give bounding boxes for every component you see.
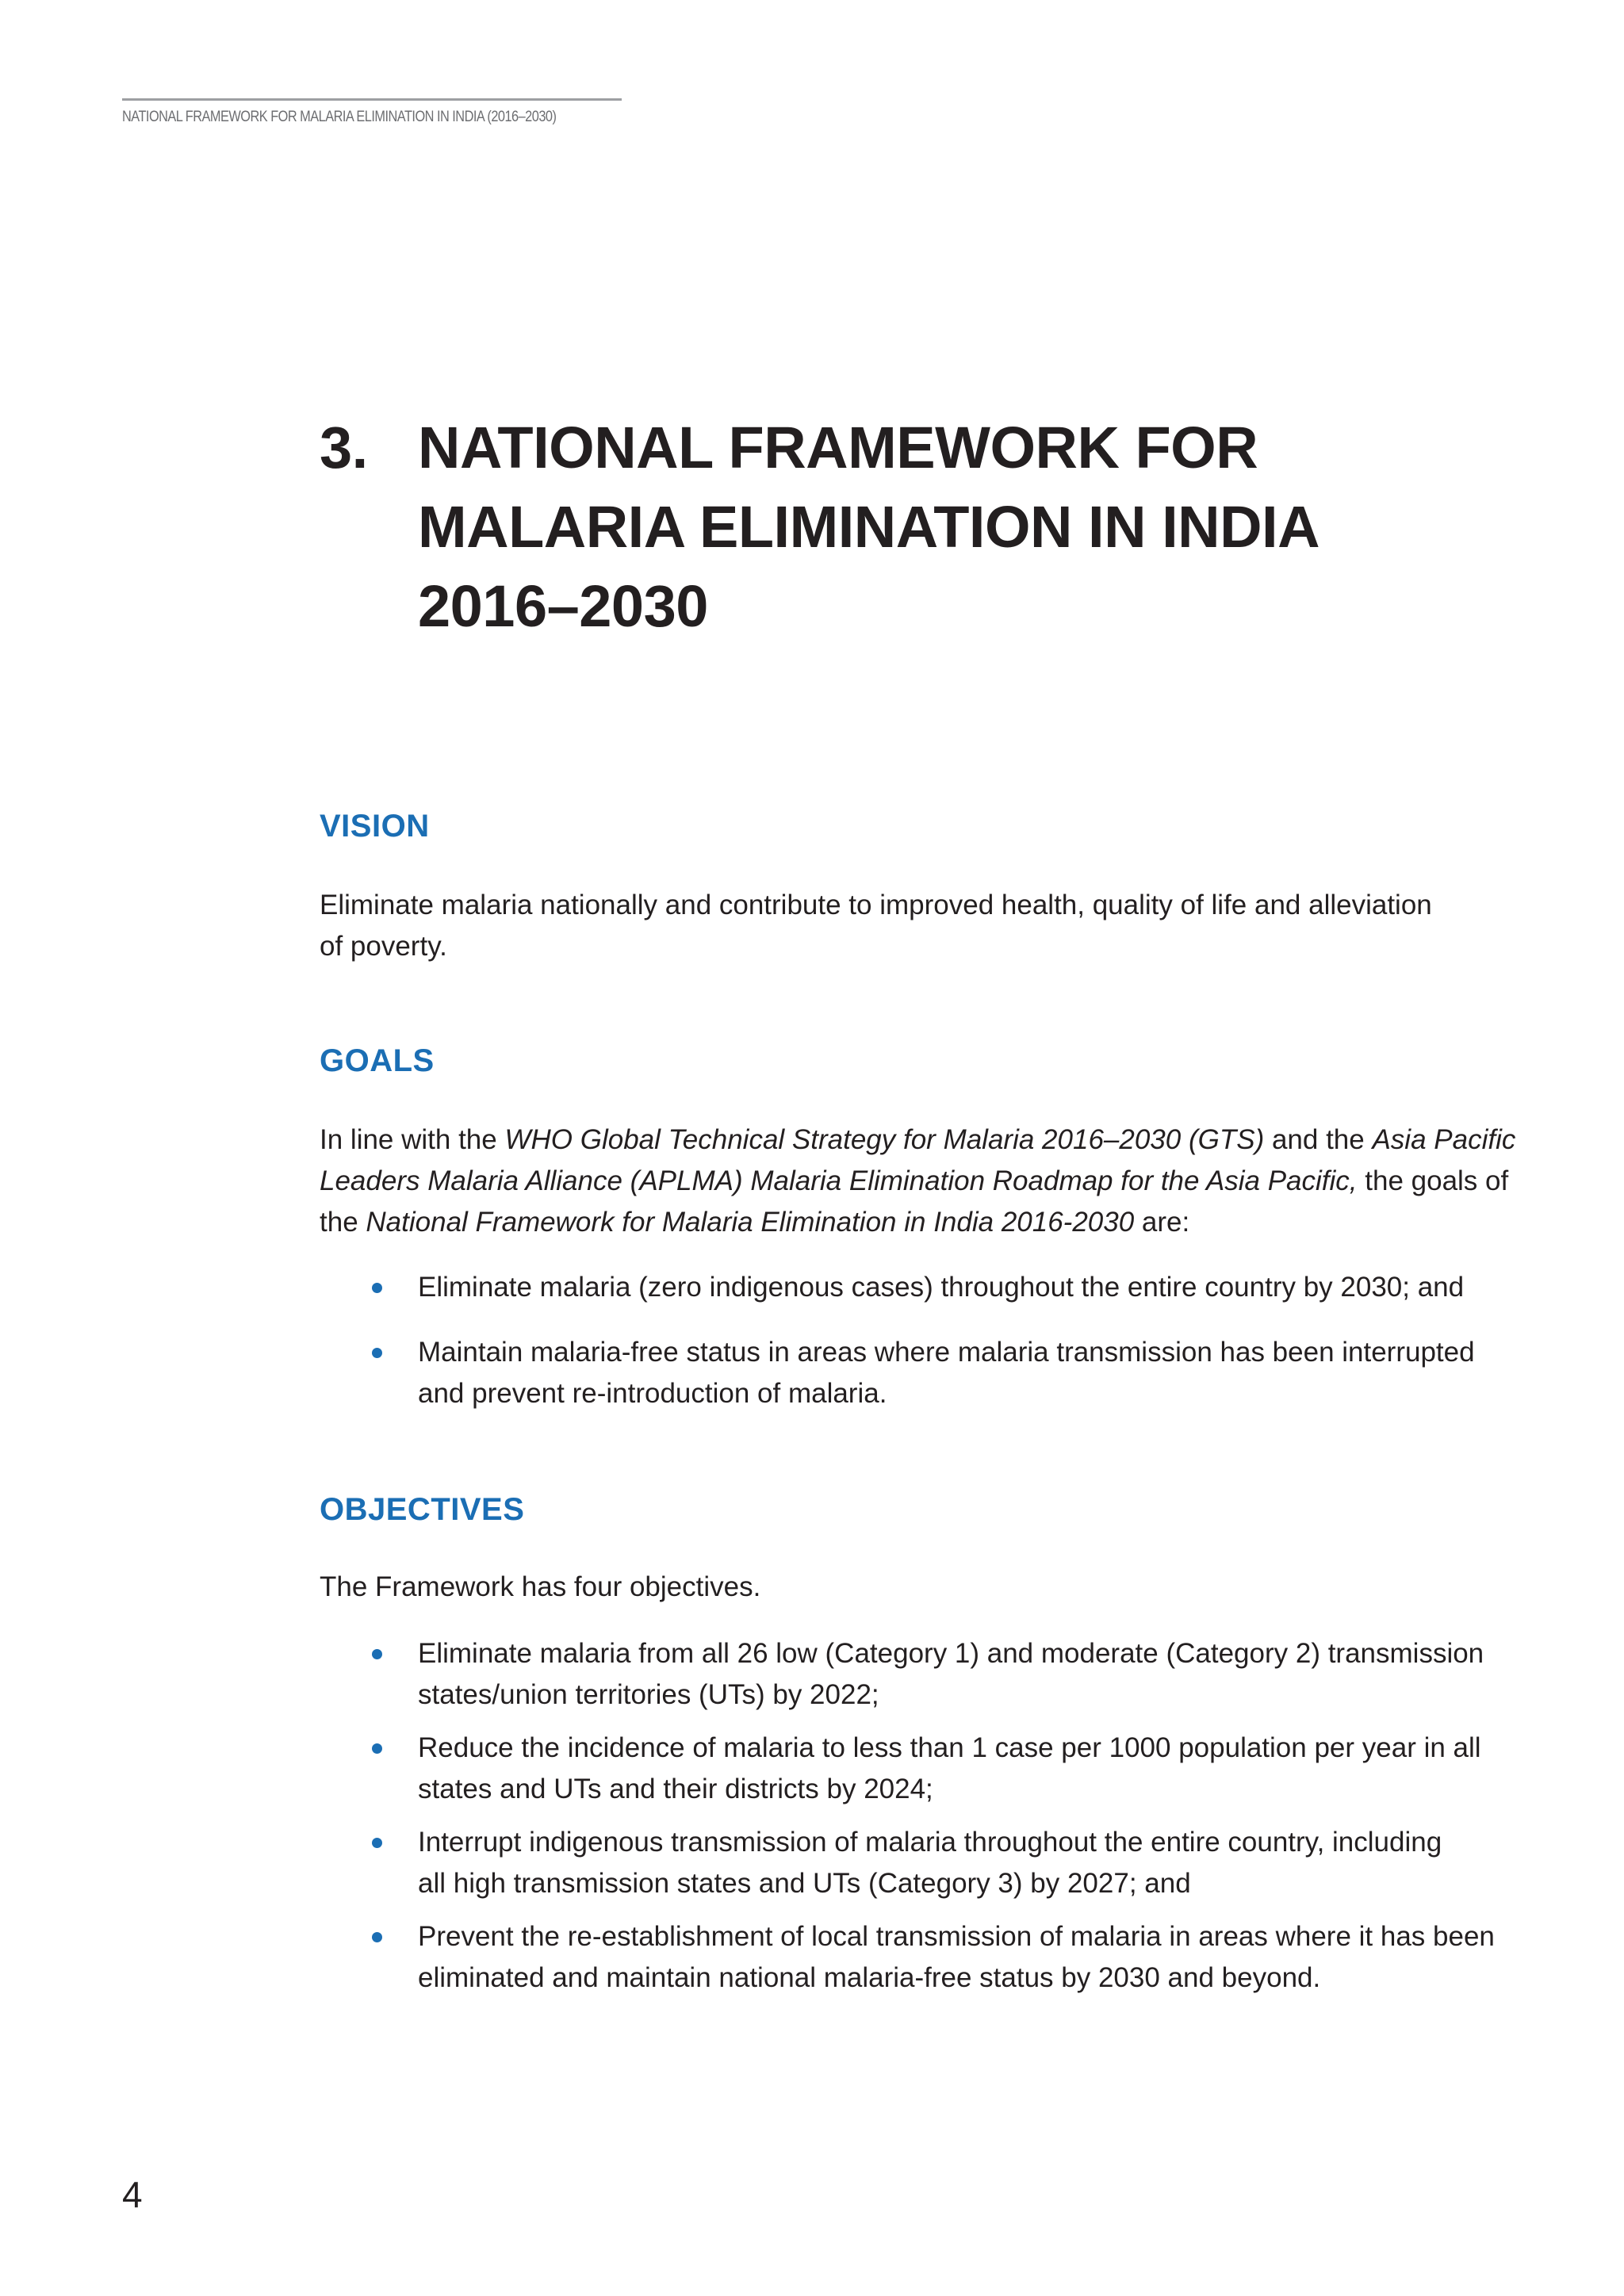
header-rule xyxy=(122,98,622,101)
chapter-title xyxy=(320,408,1509,646)
page-number: 4 xyxy=(122,2174,143,2215)
list-item xyxy=(320,1822,1495,1904)
chapter-title-line: MALARIA ELIMINATION IN INDIA xyxy=(418,494,1320,560)
aplma-title-start: Asia Pacific xyxy=(1372,1124,1516,1155)
bullet-icon xyxy=(372,1743,382,1754)
chapter-title-line: 2016–2030 xyxy=(418,573,708,639)
list-item xyxy=(320,1633,1495,1716)
running-header-text: NATIONAL FRAMEWORK FOR MALARIA ELIMINATION IN INDIA (2016–2030) xyxy=(122,109,557,125)
bullet-line: eliminated and maintain national malaria-free status by 2030 and beyond. xyxy=(418,1962,1321,1993)
bullet-line: states/union territories (UTs) by 2022; xyxy=(418,1679,879,1710)
bullet-line: and prevent re-introduction of malaria. xyxy=(418,1378,887,1409)
bullet-line: Prevent the re-establishment of local transmission of malaria in areas where it has been xyxy=(418,1921,1495,1952)
goals-intro-line xyxy=(320,1202,1495,1243)
objectives-intro xyxy=(320,1567,1495,1608)
bullet-line: Interrupt indigenous transmission of malaria throughout the entire country, including xyxy=(418,1827,1442,1858)
goals-intro-line xyxy=(320,1119,1516,1161)
text-run: the goals of xyxy=(1357,1165,1509,1196)
gts-title: WHO Global Technical Strategy for Malaria 2016–2030 (GTS) xyxy=(504,1124,1265,1155)
bullet-line: all high transmission states and UTs (Category 3) by 2027; and xyxy=(418,1868,1191,1899)
objectives-bullet-list xyxy=(320,1633,1495,1999)
text-run: are: xyxy=(1134,1207,1190,1238)
vision-line: Eliminate malaria nationally and contribute to improved health, quality of life and alleviation xyxy=(320,890,1432,920)
bullet-icon xyxy=(372,1649,382,1659)
framework-title: National Framework for Malaria Elimination in India 2016-2030 xyxy=(366,1207,1135,1238)
goals-bullet-list xyxy=(320,1267,1495,1414)
chapter-title-lines xyxy=(418,408,1320,646)
bullet-icon xyxy=(372,1283,382,1293)
text-run: and the xyxy=(1264,1124,1373,1155)
aplma-title-end: Leaders Malaria Alliance (APLMA) Malaria Elimination Roadmap for the Asia Pacific, xyxy=(320,1165,1358,1196)
vision-paragraph xyxy=(320,885,1495,967)
objectives-heading: OBJECTIVES xyxy=(320,1492,525,1527)
bullet-icon xyxy=(372,1838,382,1848)
list-item xyxy=(320,1332,1495,1414)
goals-intro-line xyxy=(320,1161,1509,1202)
text-run: In line with the xyxy=(320,1124,505,1155)
bullet-line: states and UTs and their districts by 2024; xyxy=(418,1774,933,1804)
goals-heading: GOALS xyxy=(320,1043,435,1078)
goals-intro-paragraph xyxy=(320,1119,1516,1243)
running-header xyxy=(122,98,622,126)
bullet-line: Reduce the incidence of malaria to less than 1 case per 1000 population per year in all xyxy=(418,1732,1481,1763)
list-item xyxy=(320,1728,1495,1810)
bullet-line: Eliminate malaria (zero indigenous cases) throughout the entire country by 2030; and xyxy=(418,1272,1465,1303)
bullet-icon xyxy=(372,1932,382,1942)
list-item xyxy=(320,1267,1495,1308)
bullet-line: Eliminate malaria from all 26 low (Category 1) and moderate (Category 2) transmission xyxy=(418,1638,1484,1669)
objectives-intro-line: The Framework has four objectives. xyxy=(320,1571,761,1602)
bullet-icon xyxy=(372,1348,382,1358)
text-run: the xyxy=(320,1207,366,1238)
vision-heading: VISION xyxy=(320,809,430,844)
bullet-line: Maintain malaria-free status in areas where malaria transmission has been interrupted xyxy=(418,1337,1475,1368)
vision-line: of poverty. xyxy=(320,931,447,962)
list-item xyxy=(320,1916,1495,1999)
chapter-title-line: NATIONAL FRAMEWORK FOR xyxy=(418,415,1258,480)
chapter-number: 3. xyxy=(320,415,368,480)
